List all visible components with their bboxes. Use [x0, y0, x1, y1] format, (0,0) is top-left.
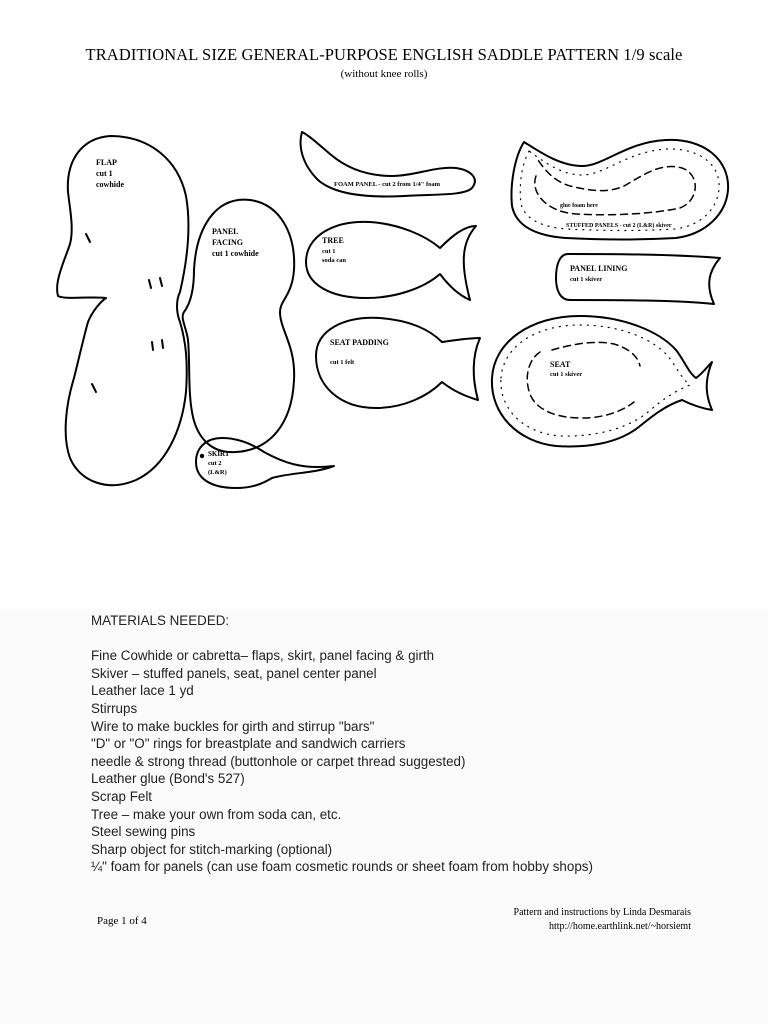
skirt-mark: [200, 454, 204, 458]
flap-mark: [152, 342, 153, 350]
panel-lining-label: PANEL LINING: [570, 264, 628, 273]
seat-padding-label: SEAT PADDING: [330, 338, 389, 347]
flap-label: cowhide: [96, 180, 124, 189]
page-subtitle: (without knee rolls): [340, 68, 428, 80]
materials-item: Leather glue (Bond's 527): [91, 771, 245, 787]
materials-item: needle & strong thread (buttonhole or carpet thread suggested): [91, 753, 466, 769]
materials-item: Stirrups: [91, 700, 138, 716]
stuffed-panels-note: glue foam here: [560, 203, 598, 209]
materials-item: Fine Cowhide or cabretta– flaps, skirt, panel facing & girth: [91, 648, 435, 664]
materials-item: Scrap Felt: [91, 788, 153, 804]
stuffed-panels-label: STUFFED PANELS - cut 2 (L&R) skiver: [566, 223, 672, 229]
materials-item: Wire to make buckles for girth and stirrup "bars": [91, 718, 375, 734]
stuffed-panels-foam-line: [535, 160, 696, 215]
credit-url: http://home.earthlink.net/~horsiemt: [548, 921, 691, 932]
stuffed-panels-stitch-line: [520, 149, 719, 231]
skirt-label: (L&R): [208, 469, 227, 476]
materials-heading: MATERIALS NEEDED:: [91, 613, 230, 628]
flap-label: FLAP: [96, 158, 117, 167]
flap-mark: [149, 280, 151, 288]
page-title: TRADITIONAL SIZE GENERAL-PURPOSE ENGLISH SADDLE PATTERN 1/9 scale: [85, 45, 683, 64]
flap-mark: [92, 384, 96, 392]
materials-list: [91, 612, 593, 876]
materials-item: Steel sewing pins: [91, 824, 196, 840]
flap-label: cut 1: [96, 169, 113, 178]
panel-facing-label: cut 1 cowhide: [212, 249, 259, 258]
panel-facing-label: FACING: [212, 238, 243, 247]
seat-inner-line: [527, 342, 640, 418]
skirt-label: SKIRT: [208, 450, 230, 458]
tree-label: TREE: [322, 236, 344, 245]
materials-item: Sharp object for stitch-marking (optional): [91, 841, 333, 857]
credit-line: Pattern and instructions by Linda Desmarais: [513, 907, 691, 918]
panel-facing-label: PANEL: [212, 227, 239, 236]
materials-item: Leather lace 1 yd: [91, 683, 194, 699]
tree-label: cut 1: [322, 248, 336, 255]
materials-item: "D" or "O" rings for breastplate and sandwich carriers: [91, 736, 406, 752]
seat-stitch-line: [501, 325, 690, 436]
flap-mark: [160, 278, 162, 286]
skirt-label: cut 2: [208, 460, 222, 467]
seat-padding-label: cut 1 felt: [330, 359, 355, 366]
foam-panel-label: FOAM PANEL - cut 2 from 1/4" foam: [334, 181, 441, 188]
panel-lining-label: cut 1 skiver: [570, 276, 603, 283]
tree-label: soda can: [322, 257, 347, 264]
materials-item: Tree – make your own from soda can, etc.: [91, 806, 342, 822]
materials-item: ¼" foam for panels (can use foam cosmetic rounds or sheet foam from hobby shops): [91, 859, 593, 875]
credits: [514, 906, 691, 934]
seat-label: cut 1 skiver: [550, 371, 583, 378]
materials-item: Skiver – stuffed panels, seat, panel center panel: [91, 665, 377, 681]
seat-outline: [492, 316, 712, 446]
flap-mark: [162, 340, 163, 348]
seat-label: SEAT: [550, 360, 571, 369]
flap-mark: [86, 234, 90, 242]
page-number: Page 1 of 4: [97, 915, 147, 927]
